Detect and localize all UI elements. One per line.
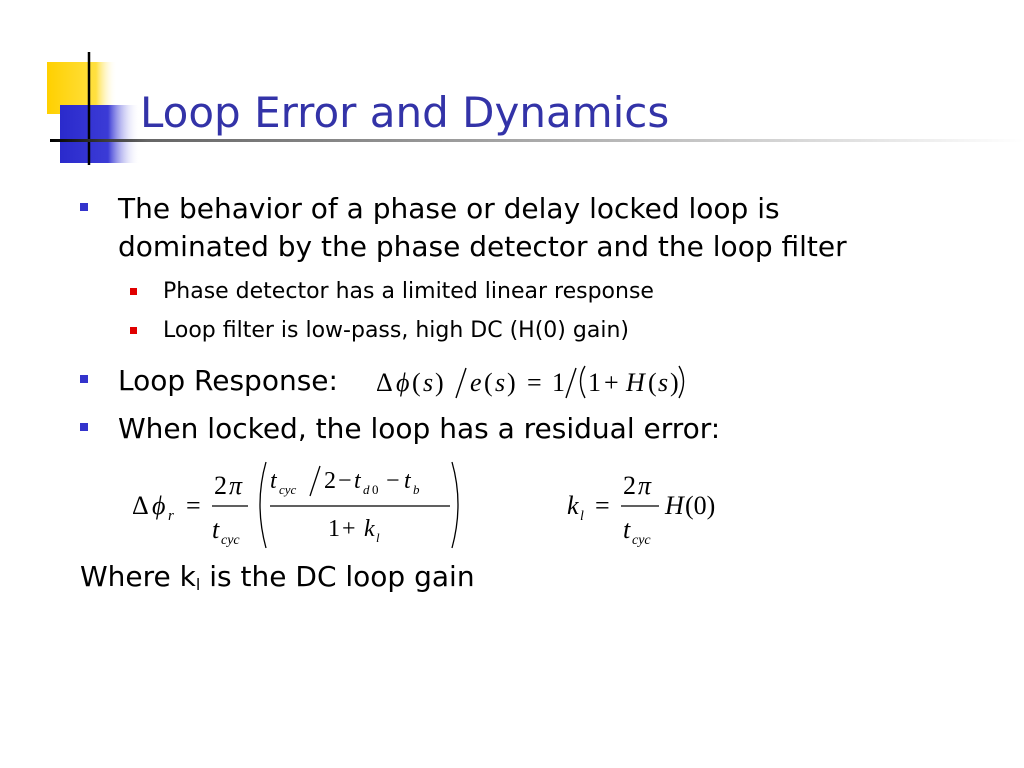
svg-text:=: = — [186, 491, 201, 520]
svg-text:cyc: cyc — [632, 533, 651, 548]
svg-text:e: e — [470, 368, 482, 397]
svg-text:(: ( — [648, 368, 657, 397]
svg-text:H: H — [665, 491, 684, 520]
square-bullet-icon — [80, 423, 88, 431]
svg-text:l: l — [580, 509, 584, 524]
square-bullet-icon — [80, 375, 88, 383]
svg-text:+: + — [342, 516, 356, 542]
svg-text:(0): (0) — [685, 491, 716, 520]
svg-text:cyc: cyc — [221, 533, 240, 548]
loop-gain-equation — [565, 462, 745, 552]
svg-text:t: t — [623, 515, 631, 544]
svg-text:(: ( — [412, 368, 421, 397]
slide-title: Loop Error and Dynamics — [140, 88, 670, 137]
svg-text:−: − — [338, 468, 352, 494]
square-bullet-icon — [80, 203, 88, 211]
logo-graphic — [0, 0, 140, 175]
loop-response-equation — [372, 360, 692, 404]
svg-text:l: l — [376, 530, 380, 545]
svg-text:π: π — [229, 471, 243, 500]
svg-text:t: t — [212, 515, 220, 544]
svg-text:+: + — [604, 368, 619, 397]
square-bullet-icon — [130, 327, 137, 334]
svg-text:b: b — [413, 482, 420, 497]
svg-text:1: 1 — [328, 516, 340, 542]
title-rule — [50, 139, 1024, 142]
svg-text:2: 2 — [324, 468, 336, 494]
svg-text:): ) — [507, 368, 516, 397]
svg-text:t: t — [404, 468, 411, 494]
svg-text:π: π — [638, 471, 652, 500]
svg-text:Δ: Δ — [132, 491, 149, 520]
svg-text:(: ( — [484, 368, 493, 397]
svg-text:k: k — [364, 516, 375, 542]
residual-error-equation — [130, 458, 475, 554]
svg-text:t: t — [354, 468, 361, 494]
svg-text:1: 1 — [588, 368, 601, 397]
svg-text:Δ: Δ — [376, 368, 393, 397]
svg-text:0: 0 — [372, 482, 379, 497]
svg-text:k: k — [567, 491, 579, 520]
svg-text:s: s — [495, 368, 506, 397]
bullet-1-line-1: The behavior of a phase or delay locked loop is — [118, 192, 780, 225]
bullet-3-text: When locked, the loop has a residual error: — [118, 412, 721, 445]
footer-note: Where $k_l$ is the DC loop gain — [80, 560, 475, 594]
svg-text:ϕ: ϕ — [396, 368, 410, 397]
svg-text:H: H — [626, 368, 645, 397]
svg-text:d: d — [363, 482, 370, 497]
svg-text:2: 2 — [623, 471, 636, 500]
svg-text:2: 2 — [214, 471, 227, 500]
svg-text:): ) — [435, 368, 444, 397]
svg-text:): ) — [670, 368, 679, 397]
svg-text:r: r — [168, 508, 174, 524]
logo-blue-block — [60, 105, 140, 163]
svg-text:s: s — [658, 368, 669, 397]
svg-text:t: t — [270, 468, 277, 494]
svg-text:=: = — [527, 368, 542, 397]
svg-text:ϕ: ϕ — [152, 491, 166, 520]
svg-text:cyc: cyc — [279, 482, 297, 497]
svg-text:s: s — [423, 368, 434, 397]
svg-text:−: − — [386, 468, 400, 494]
bullet-2-text: Loop Response: — [118, 364, 338, 397]
svg-text:1: 1 — [552, 368, 565, 397]
bullet-1-line-2: dominated by the phase detector and the loop filter — [118, 230, 847, 263]
square-bullet-icon — [130, 288, 137, 295]
svg-text:=: = — [595, 491, 610, 520]
